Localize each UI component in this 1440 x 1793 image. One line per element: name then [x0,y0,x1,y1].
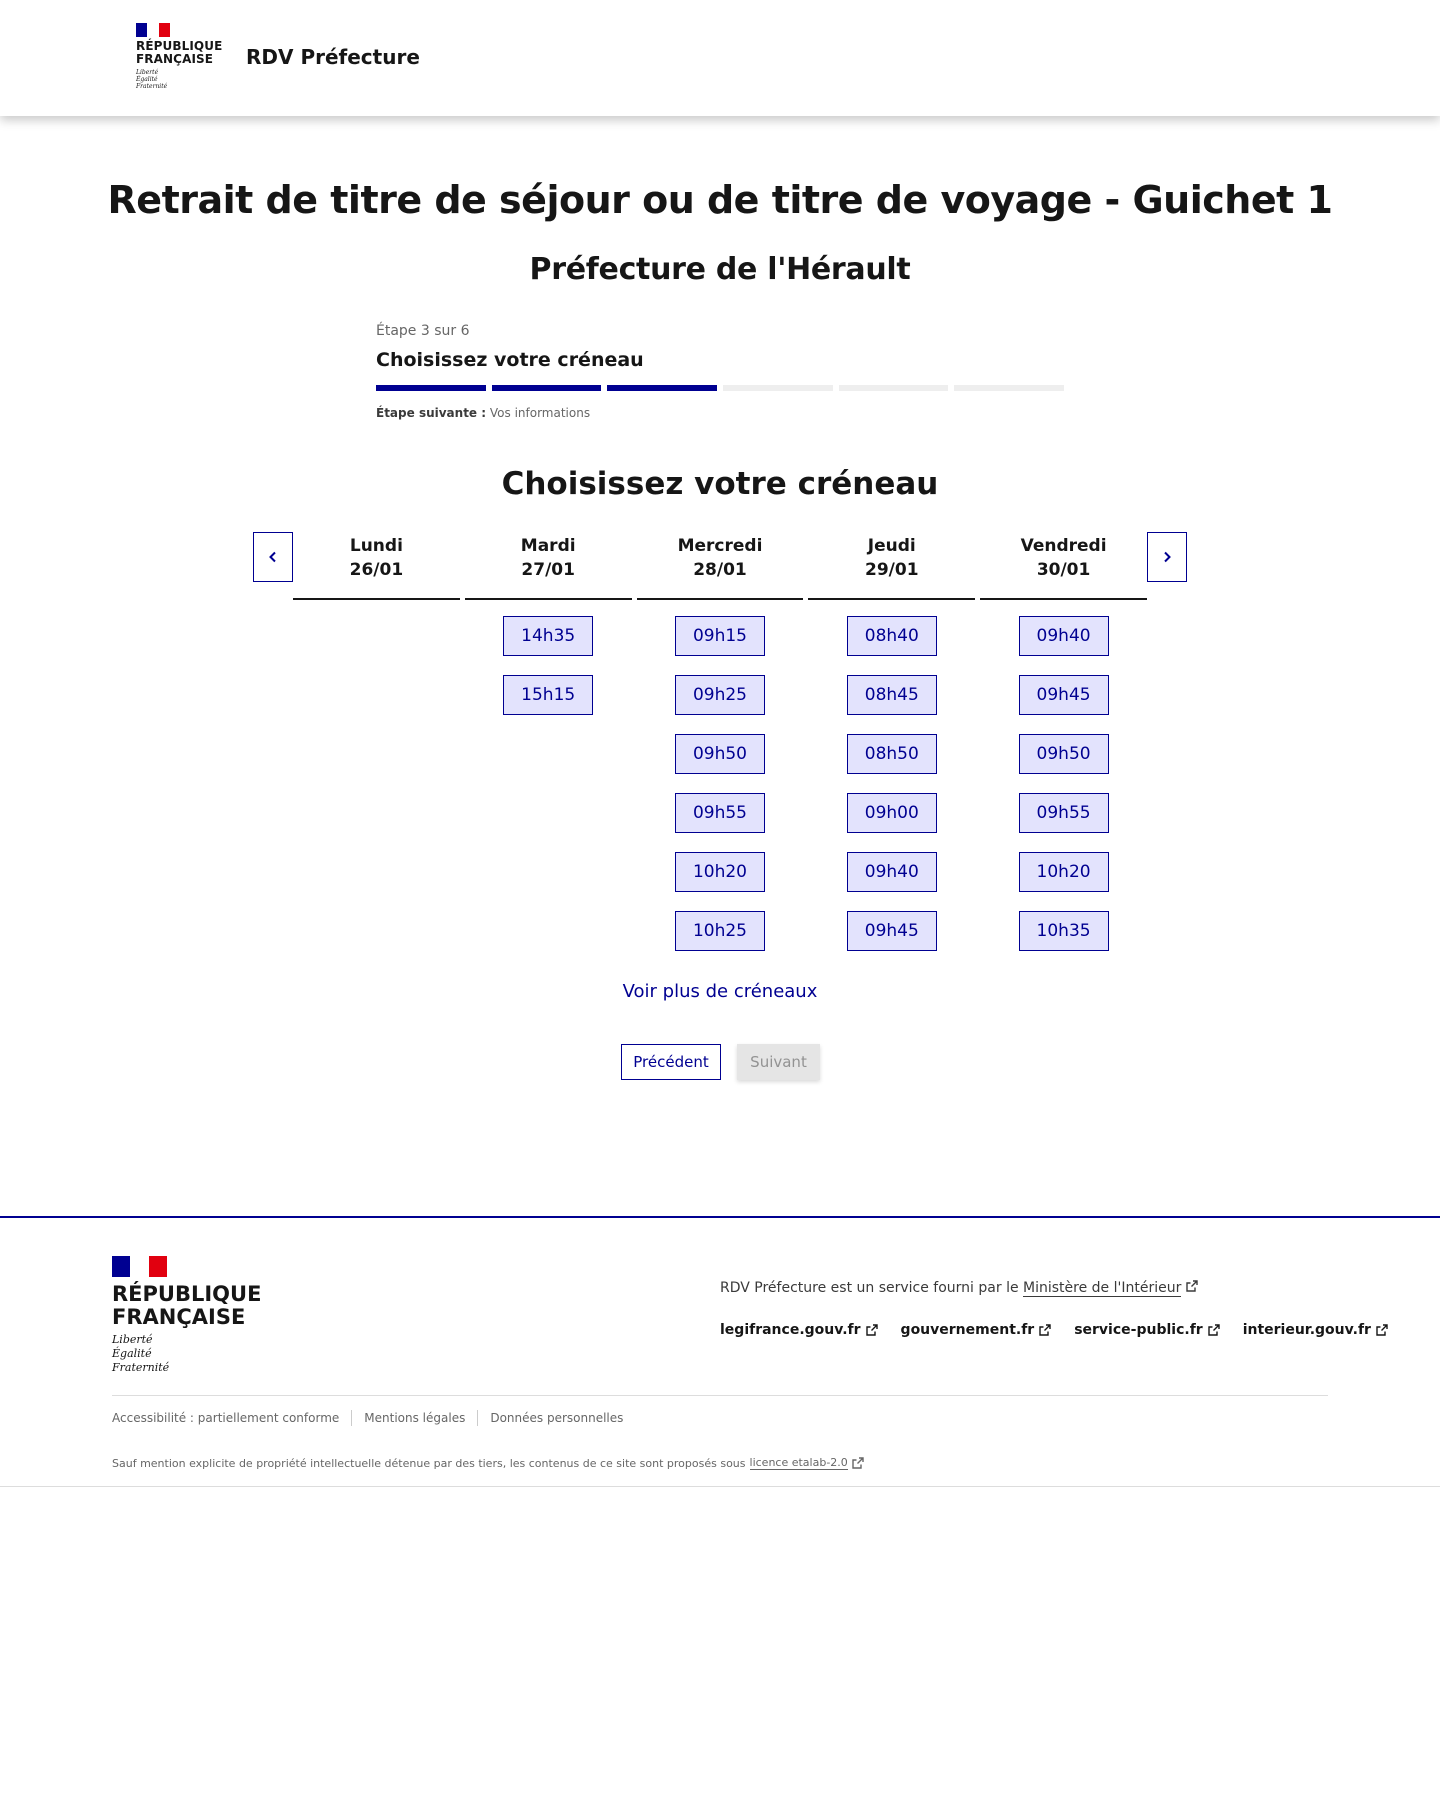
form-actions [621,1044,820,1080]
section-title: Choisissez votre créneau [501,466,939,502]
time-slot-button[interactable]: 08h50 [847,734,937,774]
previous-week-button[interactable] [253,532,293,582]
footer-bottom-link[interactable]: Mentions légales [364,1411,466,1425]
footer-external-link[interactable]: legifrance.gouv.fr [720,1322,878,1338]
time-slot-button[interactable]: 09h50 [1019,734,1109,774]
more-slots-link[interactable]: Voir plus de créneaux [622,981,818,1002]
page-title: Retrait de titre de séjour ou de titre de voyage - Guichet 1 [107,178,1333,222]
external-link-icon [1376,1324,1388,1336]
site-header [0,0,1440,116]
day-column [637,532,804,951]
stepper [376,323,1064,420]
footer-brand-motto: Liberté Égalité Fraternité [112,1333,170,1374]
day-name: Lundi [349,536,403,556]
time-slot-button[interactable]: 09h45 [1019,675,1109,715]
step-bar [723,385,833,391]
french-flag-icon [136,23,170,37]
slot-list [293,600,460,616]
time-slot-button[interactable]: 10h20 [675,852,765,892]
time-slot-button[interactable]: 10h25 [675,911,765,951]
step-bar [376,385,486,391]
chevron-left-icon [267,551,279,563]
republique-francaise-logo[interactable] [136,23,222,90]
footer-links [720,1322,1388,1338]
step-bar [492,385,602,391]
step-bar [607,385,717,391]
footer-external-link[interactable]: interieur.gouv.fr [1243,1322,1388,1338]
footer-divider [112,1395,1328,1396]
time-slot-button[interactable]: 08h45 [847,675,937,715]
next-week-button[interactable] [1147,532,1187,582]
day-name: Jeudi [867,536,916,556]
day-column [293,532,460,951]
day-column [808,532,975,951]
day-header [637,532,804,600]
day-date: 28/01 [693,560,747,580]
site-footer [0,1216,1440,1488]
footer-description: RDV Préfecture est un service fourni par le Ministère de l'Intérieur [720,1280,1198,1296]
day-name: Vendredi [1020,536,1107,556]
day-header [808,532,975,600]
day-header [465,532,632,600]
ministry-link[interactable]: Ministère de l'Intérieur [1023,1280,1182,1296]
page-subtitle: Préfecture de l'Hérault [529,252,911,287]
time-slot-button[interactable]: 09h55 [675,793,765,833]
external-link-icon [866,1324,878,1336]
step-bar [839,385,949,391]
day-date: 30/01 [1036,560,1091,580]
step-progress [376,385,1064,391]
day-date: 27/01 [521,560,575,580]
day-date: 26/01 [349,560,404,580]
step-state: Étape 3 sur 6 [376,323,470,339]
slot-list [980,600,1147,951]
time-slot-button[interactable]: 09h00 [847,793,937,833]
time-slot-button[interactable]: 09h55 [1019,793,1109,833]
time-slot-button[interactable]: 09h40 [1019,616,1109,656]
calendar [293,532,1147,951]
external-link-icon [1186,1280,1198,1292]
day-name: Mercredi [677,536,763,556]
brand-name: RÉPUBLIQUE FRANÇAISE [136,39,223,66]
french-flag-icon [112,1256,167,1277]
day-name: Mardi [520,536,576,556]
footer-bottom-link[interactable]: Données personnelles [490,1411,624,1425]
time-slot-button[interactable]: 09h45 [847,911,937,951]
time-slot-button[interactable]: 09h40 [847,852,937,892]
footer-external-link[interactable]: gouvernement.fr [901,1322,1052,1338]
slot-list [808,600,975,951]
day-date: 29/01 [865,560,919,580]
footer-bottom-link[interactable]: Accessibilité : partiellement conforme [112,1411,340,1425]
step-title: Choisissez votre créneau [376,349,644,371]
footer-logo[interactable] [112,1256,261,1375]
footer-brand-name: RÉPUBLIQUE FRANÇAISE [112,1282,262,1329]
time-slot-button[interactable]: 08h40 [847,616,937,656]
time-slot-button[interactable]: 09h15 [675,616,765,656]
day-column [465,532,632,951]
licence-link[interactable]: licence etalab-2.0 [749,1456,848,1469]
time-slot-button[interactable]: 14h35 [503,616,593,656]
brand-motto: Liberté Égalité Fraternité [136,69,168,90]
footer-external-link[interactable]: service-public.fr [1074,1322,1219,1338]
step-bar [954,385,1064,391]
time-slot-button[interactable]: 09h25 [675,675,765,715]
footer-bottom-links [112,1410,623,1426]
time-slot-button[interactable]: 09h50 [675,734,765,774]
day-header [980,532,1147,600]
external-link-icon [852,1457,864,1469]
time-slot-button[interactable]: 10h35 [1019,911,1109,951]
next-button[interactable]: Suivant [737,1044,820,1080]
chevron-right-icon [1161,551,1173,563]
page-end-divider [0,1486,1440,1487]
time-slot-button[interactable]: 15h15 [503,675,593,715]
link-separator [477,1410,478,1426]
link-separator [351,1410,352,1426]
day-header [293,532,460,600]
footer-licence: Sauf mention explicite de propriété intellectuelle détenue par des tiers, les contenus de ce site sont proposés sous licence etalab-2.0 [112,1456,864,1470]
slot-list [637,600,804,951]
slot-list [465,600,632,715]
external-link-icon [1208,1324,1220,1336]
service-title[interactable]: RDV Préfecture [246,45,420,69]
previous-button[interactable]: Précédent [621,1044,721,1080]
step-next: Étape suivante : Vos informations [376,406,591,420]
time-slot-button[interactable]: 10h20 [1019,852,1109,892]
day-column [980,532,1147,951]
external-link-icon [1039,1324,1051,1336]
